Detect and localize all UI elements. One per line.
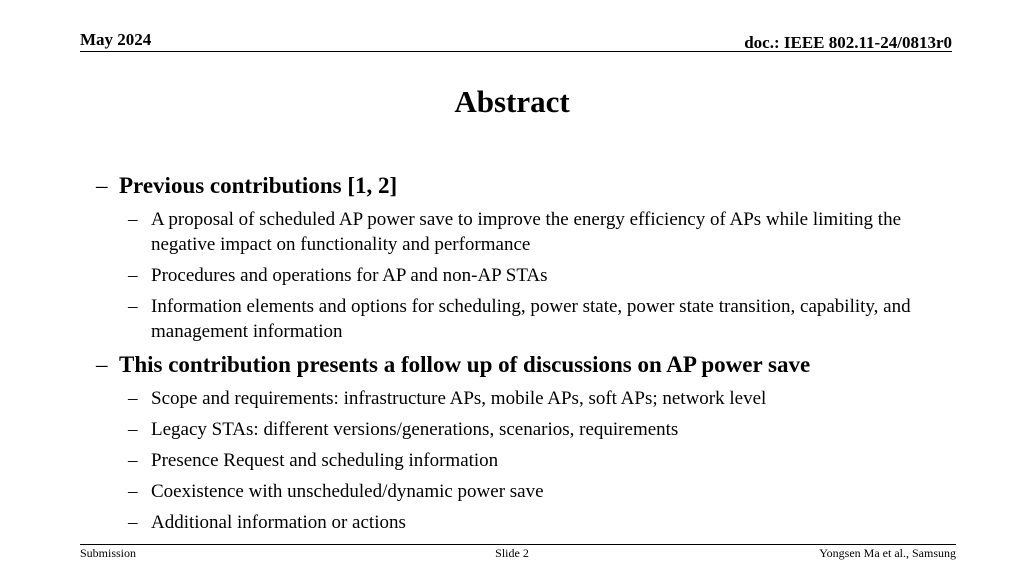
list-item <box>128 294 926 344</box>
header-date: May 2024 <box>80 30 152 49</box>
list-item-text: Additional information or actions <box>151 512 406 533</box>
bullet-dash: – <box>128 450 138 471</box>
footer-slide-number: Slide 2 <box>495 546 529 560</box>
list-item <box>128 207 926 257</box>
list-item <box>128 479 926 504</box>
bullet-dash: – <box>128 481 138 502</box>
bullet-dash: – <box>128 209 138 230</box>
list-item-text: Legacy STAs: different versions/generations, scenarios, requirements <box>151 419 679 440</box>
list-item-text: Information elements and options for scheduling, power state, power state transition, capability, and management information <box>151 296 911 342</box>
bullet-dash: – <box>96 173 108 198</box>
section-heading <box>96 171 926 201</box>
section-heading-text: Previous contributions [1, 2] <box>119 173 398 198</box>
section-heading <box>96 350 926 380</box>
list-item-text: A proposal of scheduled AP power save to improve the energy efficiency of APs while limiting the negative impact on functionality and performance <box>151 209 901 255</box>
list-item <box>128 263 926 288</box>
list-item <box>128 417 926 442</box>
list-item-text: Scope and requirements: infrastructure APs, mobile APs, soft APs; network level <box>151 388 767 409</box>
header-doc-id: doc.: IEEE 802.11-24/0813r0 <box>744 33 952 52</box>
slide-title: Abstract <box>454 84 570 119</box>
footer-author: Yongsen Ma et al., Samsung <box>819 546 956 560</box>
footer-submission: Submission <box>80 546 137 560</box>
bullet-dash: – <box>128 388 138 409</box>
list-item <box>128 510 926 535</box>
list-item-text: Presence Request and scheduling information <box>151 450 499 471</box>
list-item <box>128 386 926 411</box>
list-item-text: Procedures and operations for AP and non-AP STAs <box>151 265 548 286</box>
bullet-dash: – <box>128 512 138 533</box>
bullet-dash: – <box>128 296 138 317</box>
section-heading-text: This contribution presents a follow up of discussions on AP power save <box>119 352 811 377</box>
slide-content <box>96 171 926 535</box>
header-divider <box>80 51 952 52</box>
bullet-dash: – <box>128 419 138 440</box>
bullet-dash: – <box>128 265 138 286</box>
list-item-text: Coexistence with unscheduled/dynamic power save <box>151 481 544 502</box>
bullet-dash: – <box>96 352 108 377</box>
footer-divider <box>80 544 956 545</box>
list-item <box>128 448 926 473</box>
